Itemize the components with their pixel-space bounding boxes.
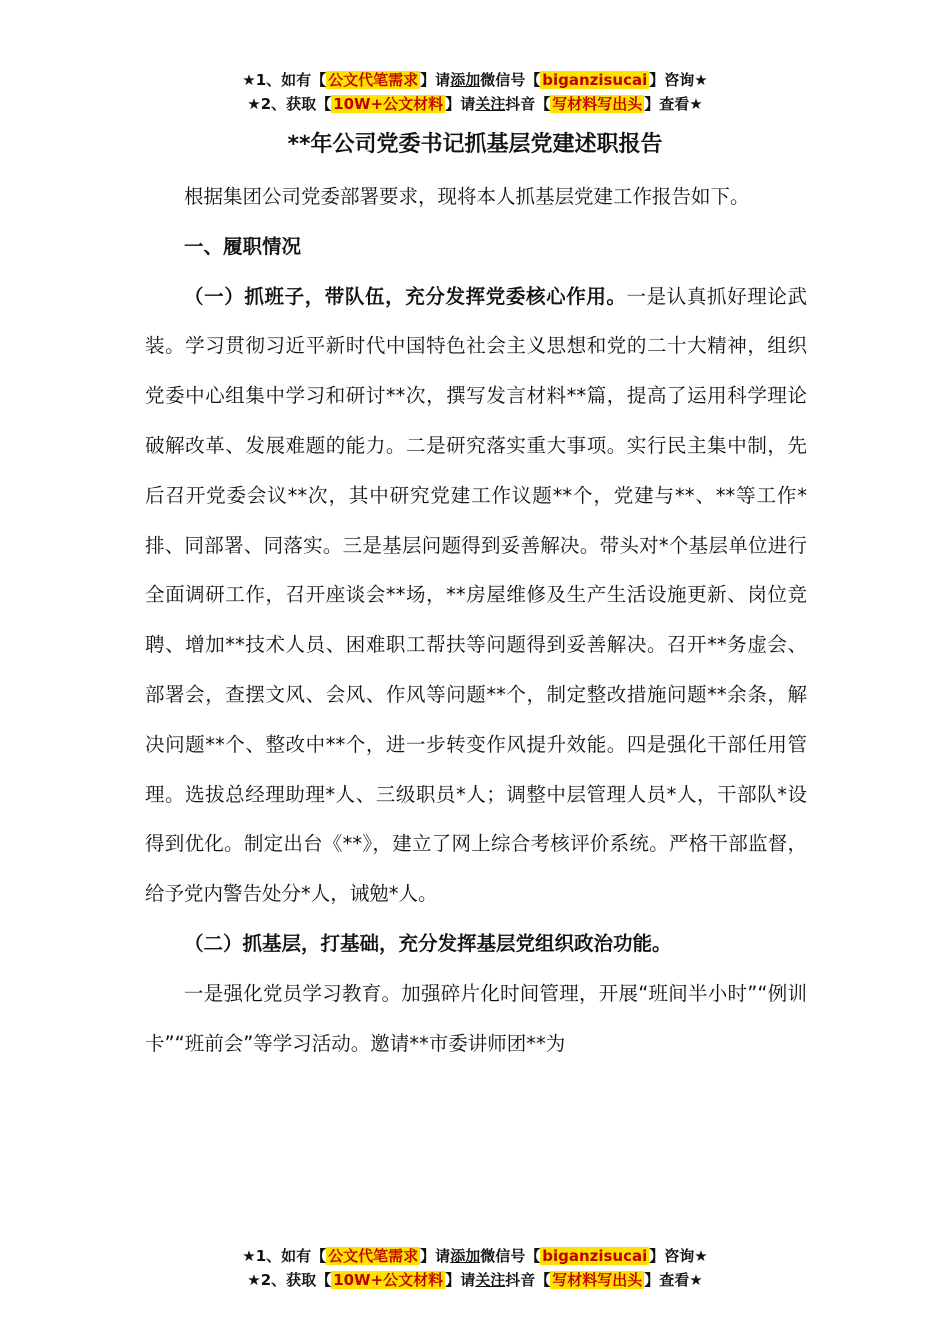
promo-highlight: biganzisucai — [542, 71, 648, 89]
promo-text: ★2、获取【 — [247, 1271, 332, 1289]
promo-banner-top — [0, 68, 950, 116]
section-heading: 一、履职情况 — [184, 234, 302, 258]
promo-text: 】咨询★ — [649, 1247, 708, 1265]
promo-highlight: 公文代笔需求 — [328, 71, 419, 89]
promo-text: 抖音【 — [505, 1271, 551, 1289]
promo-underline: 添加 — [450, 71, 481, 89]
promo-highlight: 公文代笔需求 — [328, 1247, 419, 1265]
subsection-heading-2: （二）抓基层，打基础，充分发挥基层党组织政治功能。 — [184, 931, 672, 955]
promo-text: 】查看★ — [644, 95, 703, 113]
promo-text: 】咨询★ — [649, 71, 708, 89]
promo-line-2 — [0, 92, 950, 116]
promo-text: 微信号【 — [480, 71, 541, 89]
promo-line-2 — [0, 1268, 950, 1292]
promo-text: 】请 — [420, 71, 451, 89]
promo-underline: 关注 — [475, 95, 506, 113]
subsection-body: 一是认真抓好理论武装。学习贯彻习近平新时代中国特色社会主义思想和党的二十大精神，组织党委中心组集中学习和研讨**次，撰写发言材料**篇，提高了运用科学理论破解改革、发展难题的能力。二是研究落实重大事项。实行民主集中制，先后召开党委会议**次，其中研究党建工作议题**个，党建与**、**等工作*排、同部署、同落实。三是基层问题得到妥善解决。带头对*个基层单位进行全面调研工作，召开座谈会**场，**房屋维修及生产生活设施更新、岗位竞聘、增加**技术人员、困难职工帮扶等问题得到妥善解决。召开**务虚会、部署会，查摆文风、会风、作风等问题**个，制定整改措施问题**余条，解决问题**个、整改中**个，进一步转变作风提升效能。四是强化干部任用管理。选拔总经理助理*人、三级职员*人；调整中层管理人员*人，干部队*设得到优化。制定出台《**》，建立了网上综合考核评价系统。严格干部监督，给予党内警告处分*人，诫勉*人。 — [145, 284, 807, 906]
promo-line-1 — [0, 68, 950, 92]
promo-highlight: 写材料写出头 — [552, 95, 643, 113]
promo-text: 】请 — [420, 1247, 451, 1265]
promo-text: 微信号【 — [480, 1247, 541, 1265]
promo-underline: 添加 — [450, 1247, 481, 1265]
promo-line-1 — [0, 1244, 950, 1268]
promo-text: ★2、获取【 — [247, 95, 332, 113]
document-body — [145, 172, 807, 1068]
promo-underline: 关注 — [475, 1271, 506, 1289]
promo-text: 】查看★ — [644, 1271, 703, 1289]
promo-highlight: biganzisucai — [542, 1247, 648, 1265]
promo-banner-bottom — [0, 1244, 950, 1292]
promo-text: 】请 — [445, 1271, 476, 1289]
document-title: **年公司党委书记抓基层党建述职报告 — [287, 132, 663, 157]
promo-text: 抖音【 — [505, 95, 551, 113]
promo-text: ★1、如有【 — [242, 1247, 327, 1265]
promo-text: 】请 — [445, 95, 476, 113]
subsection-body-2: 一是强化党员学习教育。加强碎片化时间管理，开展“班间半小时”“例训卡”“班前会”等学习活动。邀请**市委讲师团**为 — [145, 981, 807, 1055]
promo-text: ★1、如有【 — [242, 71, 327, 89]
subsection-heading: （一）抓班子，带队伍，充分发挥党委核心作用。 — [184, 284, 627, 308]
promo-highlight: 10W+公文材料 — [333, 95, 444, 113]
promo-highlight: 10W+公文材料 — [333, 1271, 444, 1289]
intro-paragraph: 根据集团公司党委部署要求，现将本人抓基层党建工作报告如下。 — [184, 185, 750, 208]
section-paragraph — [145, 272, 807, 919]
promo-highlight: 写材料写出头 — [552, 1271, 643, 1289]
